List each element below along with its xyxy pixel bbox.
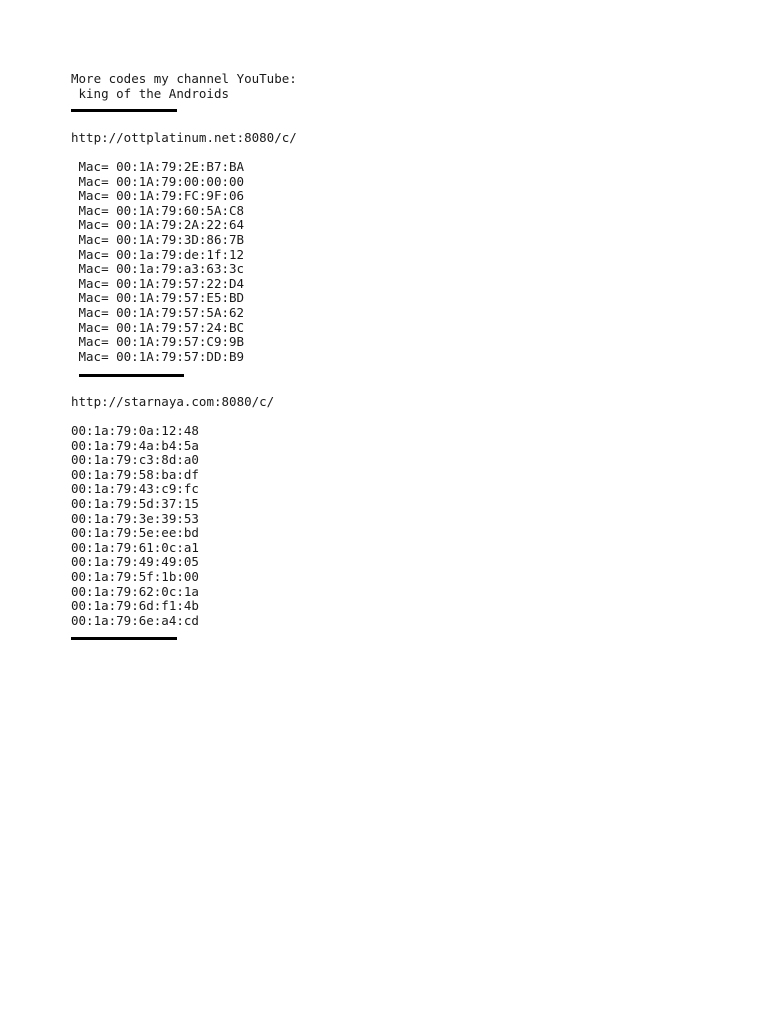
mac-entry: Mac= 00:1A:79:57:22:D4 <box>78 275 245 291</box>
mac-entry: Mac= 00:1A:79:57:E5:BD <box>78 290 245 306</box>
section-2-url-block <box>71 395 274 410</box>
header-block <box>71 72 297 101</box>
mac-entry: Mac= 00:1A:79:57:24:BC <box>78 319 245 335</box>
mac-entry: 00:1a:79:61:0c:a1 <box>71 539 199 555</box>
section-1-url: http://ottplatinum.net:8080/c/ <box>71 130 297 145</box>
mac-entry: Mac= 00:1A:79:FC:9F:06 <box>78 188 245 204</box>
mac-entry: 00:1a:79:58:ba:df <box>71 466 199 482</box>
mac-entry: 00:1a:79:6e:a4:cd <box>71 612 199 628</box>
mac-entry: 00:1a:79:5e:ee:bd <box>71 525 199 541</box>
mac-entry: 00:1a:79:c3:8d:a0 <box>71 452 199 468</box>
mac-entry: Mac= 00:1A:79:2A:22:64 <box>78 217 245 233</box>
mac-entry: 00:1a:79:43:c9:fc <box>71 481 199 497</box>
section-2-url: http://starnaya.com:8080/c/ <box>71 394 275 409</box>
section-1-url-block <box>71 131 297 146</box>
divider-2 <box>79 374 184 377</box>
mac-entry: Mac= 00:1a:79:de:1f:12 <box>78 246 245 262</box>
mac-entry: 00:1a:79:4a:b4:5a <box>71 437 199 453</box>
divider-1 <box>71 109 177 112</box>
mac-entry: 00:1a:79:6d:f1:4b <box>71 598 199 614</box>
divider-3 <box>71 637 177 640</box>
header-line-channel: More codes my channel YouTube: <box>71 71 297 86</box>
mac-entry: Mac= 00:1A:79:57:DD:B9 <box>78 348 245 364</box>
mac-entry: 00:1a:79:0a:12:48 <box>71 423 199 438</box>
section-1-mac-list <box>71 160 244 364</box>
mac-entry: 00:1a:79:62:0c:1a <box>71 583 199 599</box>
mac-entry: Mac= 00:1A:79:57:C9:9B <box>78 334 245 350</box>
mac-entry: Mac= 00:1A:79:2E:B7:BA <box>78 159 245 174</box>
section-2-mac-list <box>71 424 199 628</box>
mac-entry: Mac= 00:1A:79:60:5A:C8 <box>78 202 245 218</box>
mac-entry: Mac= 00:1a:79:a3:63:3c <box>78 261 245 277</box>
header-line-channel-name: king of the Androids <box>78 85 230 101</box>
mac-entry: 00:1a:79:3e:39:53 <box>71 510 199 526</box>
mac-entry: Mac= 00:1A:79:57:5A:62 <box>78 304 245 320</box>
mac-entry: 00:1a:79:5d:37:15 <box>71 495 199 511</box>
mac-entry: Mac= 00:1A:79:3D:86:7B <box>78 231 245 247</box>
mac-entry: Mac= 00:1A:79:00:00:00 <box>78 173 245 189</box>
mac-entry: 00:1a:79:5f:1b:00 <box>71 568 199 584</box>
mac-entry: 00:1a:79:49:49:05 <box>71 554 199 570</box>
